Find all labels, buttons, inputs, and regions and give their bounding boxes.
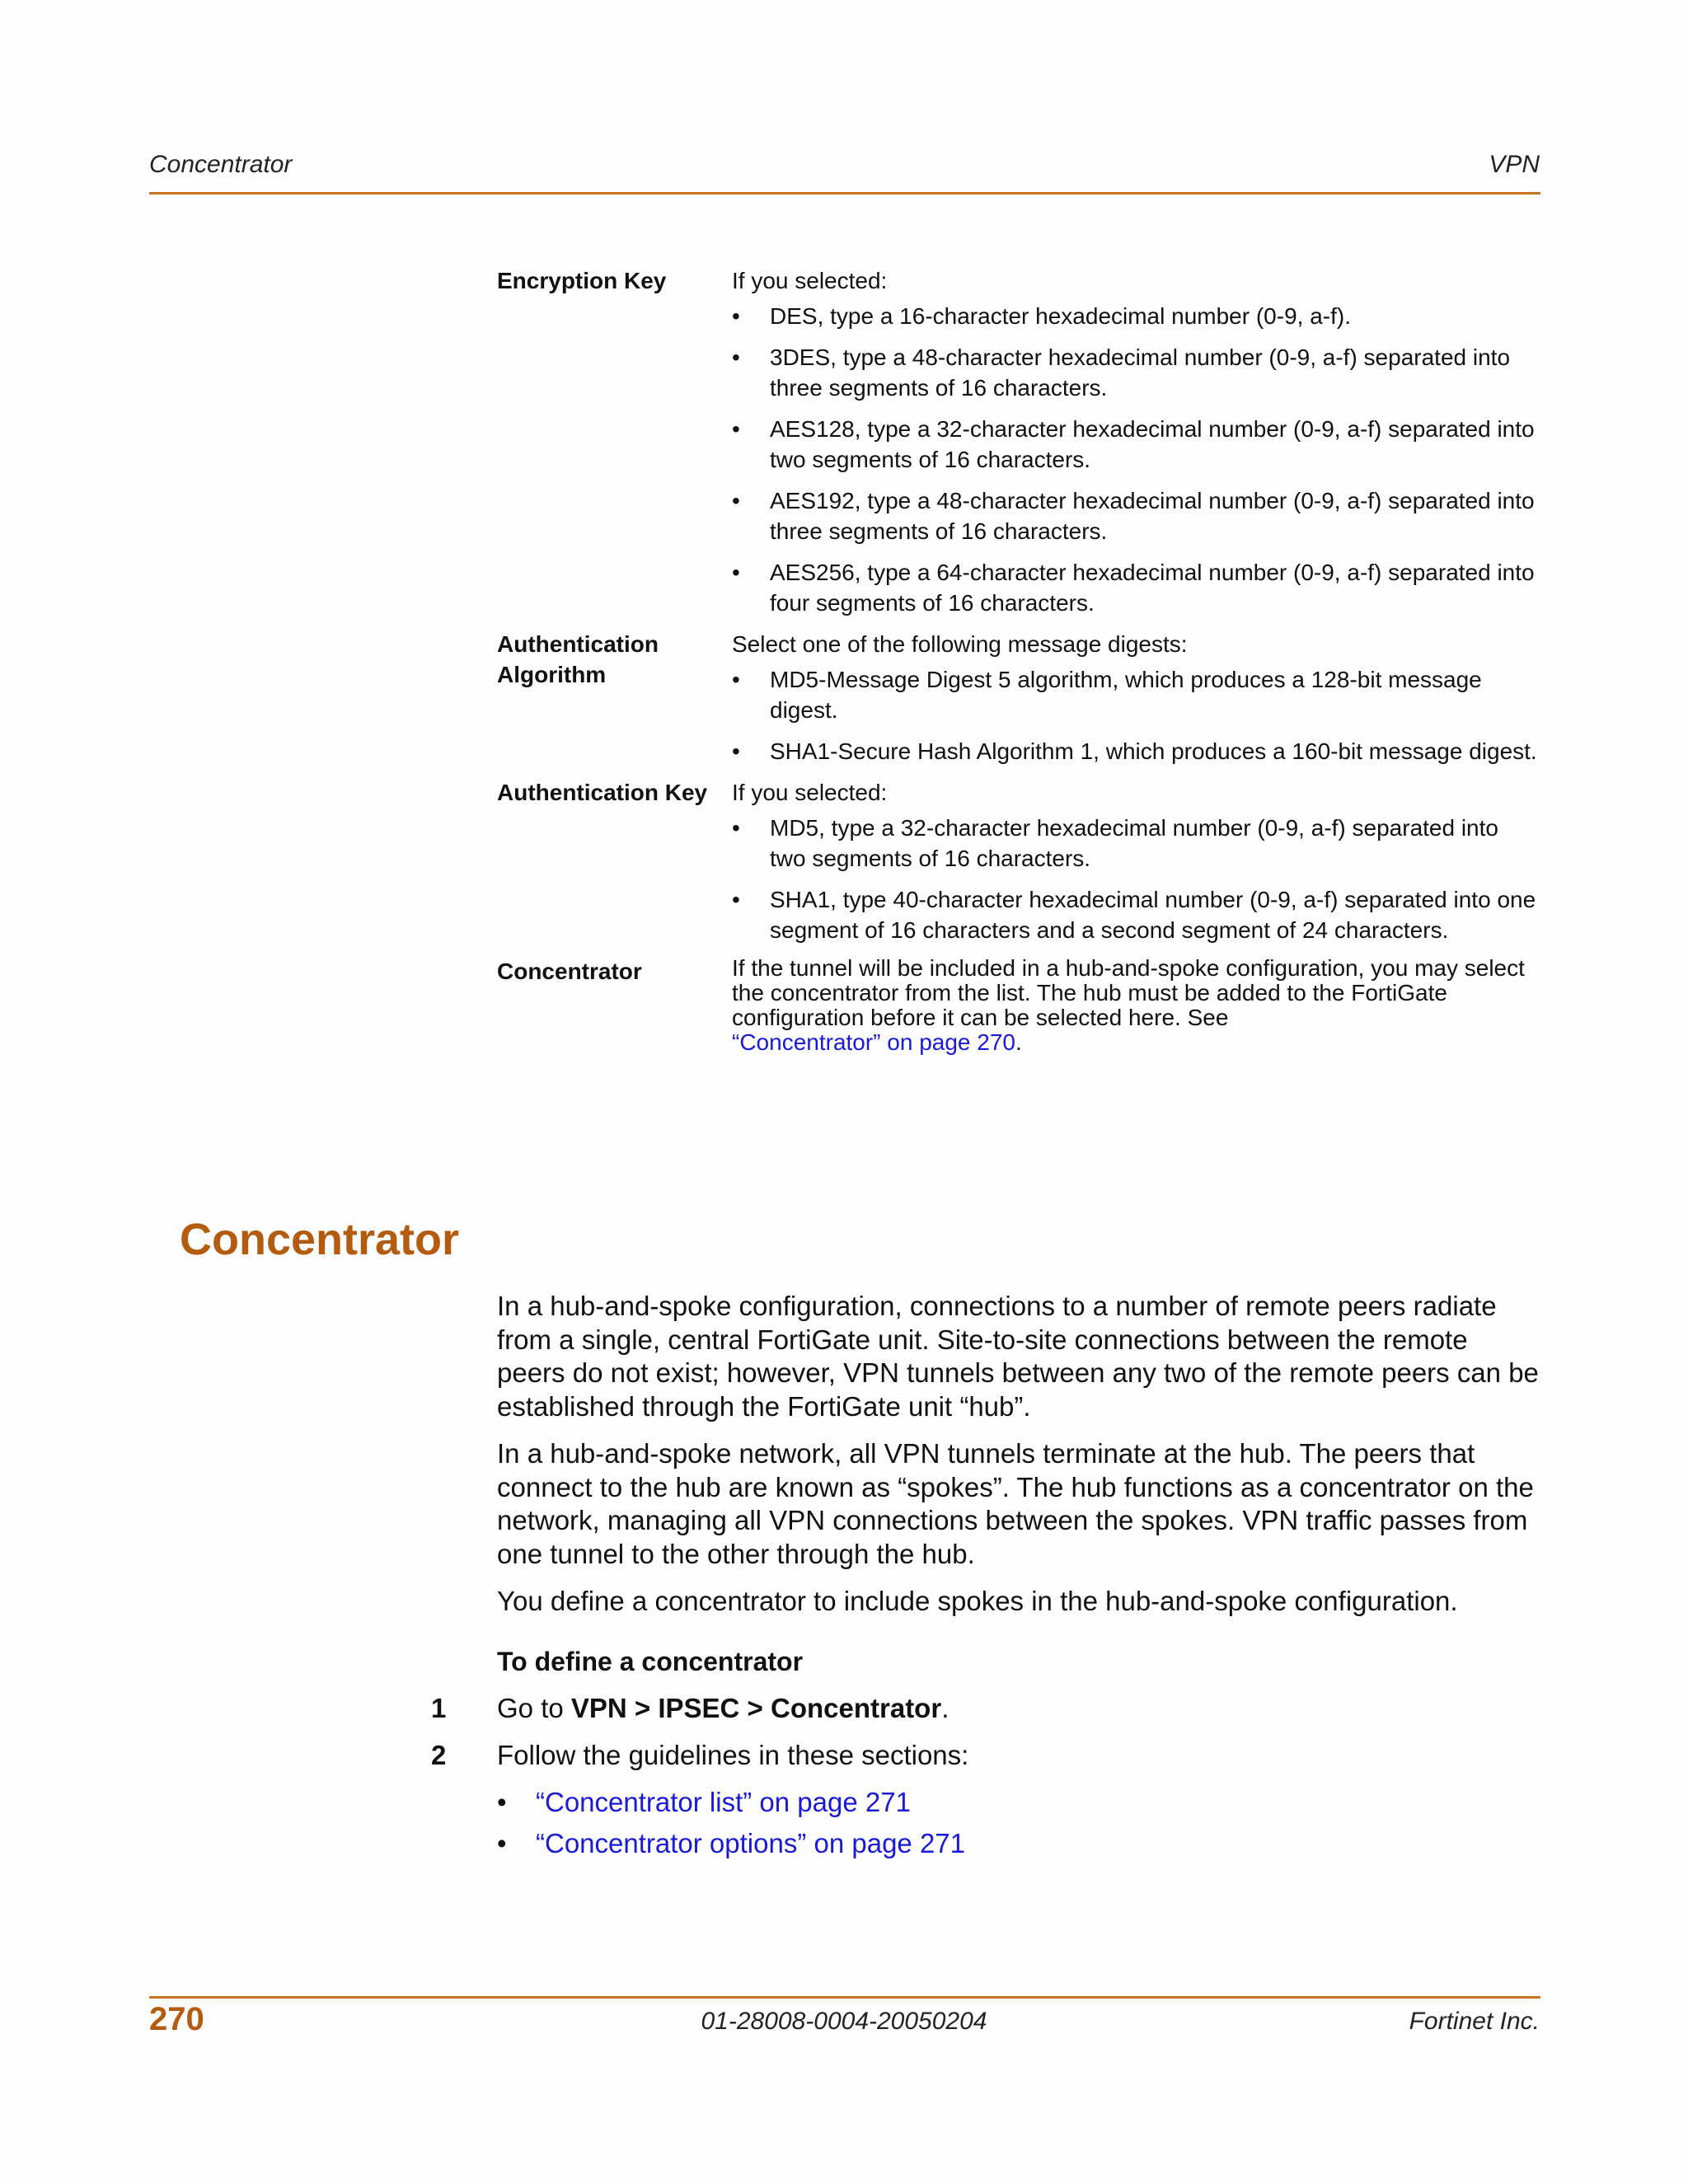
menu-path: VPN > IPSEC > Concentrator: [570, 1692, 942, 1723]
body-paragraph: You define a concentrator to include spokes in the hub-and-spoke configuration.: [497, 1586, 1458, 1616]
desc-authentication-key: [732, 777, 1540, 956]
step-text: Follow the guidelines in these sections:: [497, 1739, 969, 1770]
settings-definition-table: [497, 265, 1540, 1055]
desc-intro: Select one of the following message digests:: [732, 631, 1188, 657]
list-item: [497, 1786, 1540, 1819]
bullet-list: [732, 664, 1540, 766]
footer-rule: [149, 1996, 1540, 1999]
bullet-list: [732, 813, 1540, 945]
step-number: 1: [431, 1692, 447, 1723]
desc-authentication-algorithm: [732, 629, 1540, 777]
list-item: • AES128, type a 32-character hexadecimal number (0-9, a-f) separated into two segments of 16 characters.: [732, 414, 1540, 475]
list-item: • AES192, type a 48-character hexadecimal number (0-9, a-f) separated into three segments of 16 characters.: [732, 485, 1540, 546]
table-row-concentrator: [497, 956, 1540, 1055]
concentrator-page-link[interactable]: “Concentrator” on page 270: [732, 1029, 1015, 1055]
related-links-list: [497, 1786, 1540, 1860]
procedure-step-1: [431, 1692, 1540, 1725]
term-concentrator: Concentrator: [497, 958, 642, 984]
document-id: 01-28008-0004-20050204: [701, 2008, 987, 2035]
concentrator-options-link[interactable]: “Concentrator options” on page 271: [536, 1827, 966, 1858]
step-number: 2: [431, 1739, 447, 1770]
desc-intro: If you selected:: [732, 780, 888, 805]
desc-intro: If you selected:: [732, 268, 888, 293]
section-body: [431, 1290, 1540, 1868]
procedure-title: To define a concentrator: [497, 1646, 804, 1676]
list-item: • SHA1-Secure Hash Algorithm 1, which produces a 160-bit message digest.: [732, 736, 1540, 766]
running-header-section: VPN: [1489, 151, 1540, 178]
table-row-authentication-algorithm: [497, 629, 1540, 777]
desc-end: .: [1015, 1029, 1022, 1055]
list-item: • SHA1, type 40-character hexadecimal number (0-9, a-f) separated into one segment of 16 characters and a second segment of 24 characters.: [732, 884, 1540, 945]
term-encryption-key: Encryption Key: [497, 268, 667, 293]
list-item: • MD5, type a 32-character hexadecimal number (0-9, a-f) separated into two segments of 16 characters.: [732, 813, 1540, 874]
page-number: 270: [149, 2001, 204, 2037]
section-heading: Concentrator: [180, 1215, 460, 1264]
term-authentication-algorithm: Authentication Algorithm: [497, 631, 659, 687]
desc-text: If the tunnel will be included in a hub-and-spoke configuration, you may select the concentrator from the list. The hub must be added to the FortiGate configuration before it can be selected here. See: [732, 955, 1525, 1030]
company-name: Fortinet Inc.: [1409, 2008, 1540, 2035]
list-item: • DES, type a 16-character hexadecimal number (0-9, a-f).: [732, 301, 1540, 331]
term-authentication-key: Authentication Key: [497, 780, 708, 805]
step-text: Go to: [497, 1692, 571, 1723]
desc-concentrator: [732, 956, 1540, 1055]
body-paragraph: In a hub-and-spoke network, all VPN tunnels terminate at the hub. The peers that connect to the hub are known as “spokes”. The hub functions as a concentrator on the network, managing all VPN connections between the spokes. VPN traffic passes from one tunnel to the other through the hub.: [497, 1438, 1534, 1569]
step-end: .: [941, 1692, 950, 1723]
concentrator-list-link[interactable]: “Concentrator list” on page 271: [536, 1786, 911, 1817]
header-rule: [149, 192, 1540, 194]
list-item: [497, 1827, 1540, 1860]
table-row-encryption-key: [497, 265, 1540, 629]
bullet-list: [732, 301, 1540, 618]
list-item: • AES256, type a 64-character hexadecimal number (0-9, a-f) separated into four segments of 16 characters.: [732, 557, 1540, 618]
desc-encryption-key: [732, 265, 1540, 629]
procedure-step-2: [431, 1739, 1540, 1772]
table-row-authentication-key: [497, 777, 1540, 956]
list-item: • MD5-Message Digest 5 algorithm, which produces a 128-bit message digest.: [732, 664, 1540, 725]
running-header-chapter: Concentrator: [149, 151, 293, 178]
list-item: • 3DES, type a 48-character hexadecimal number (0-9, a-f) separated into three segments of 16 characters.: [732, 342, 1540, 403]
body-paragraph: In a hub-and-spoke configuration, connections to a number of remote peers radiate from a single, central FortiGate unit. Site-to-site connections between the remote peers do not exist; however, VPN tunnels between any two of the remote peers can be established through the FortiGate unit “hub”.: [497, 1291, 1539, 1422]
